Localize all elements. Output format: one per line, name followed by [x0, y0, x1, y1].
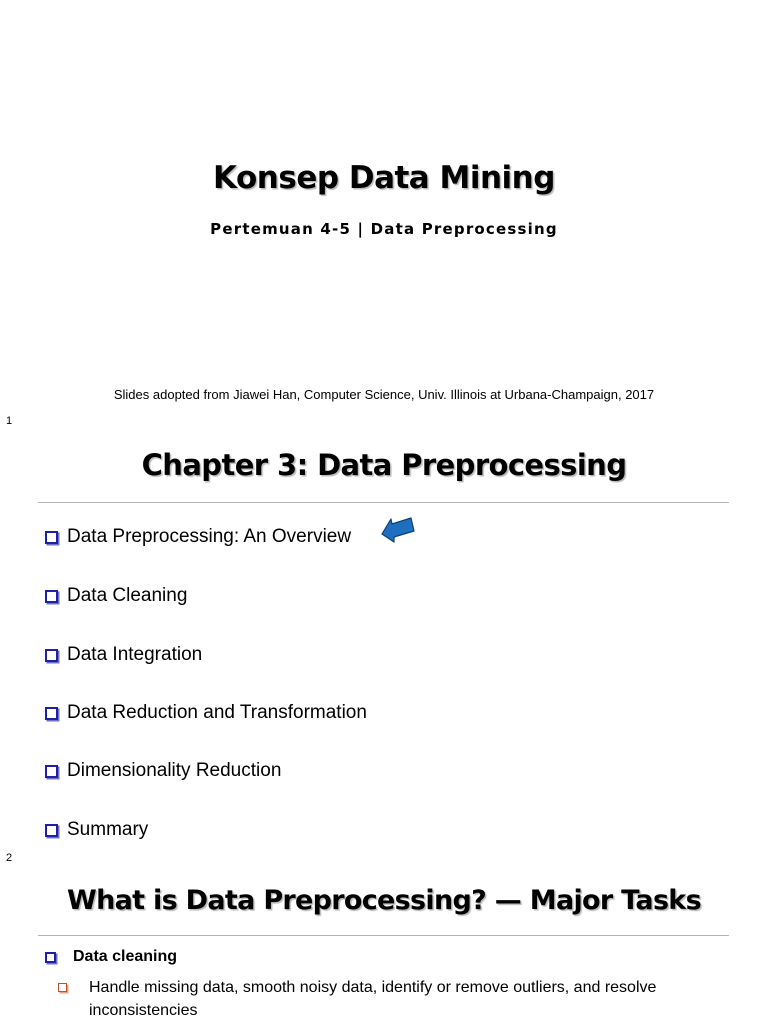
toc-item-label: Data Integration	[67, 644, 203, 665]
slide1-credit: Slides adopted from Jiawei Han, Computer Science, Univ. Illinois at Urbana-Champaign, 2017	[113, 387, 655, 402]
toc-item-label: Data Cleaning	[67, 585, 188, 606]
square-bullet-icon	[45, 590, 58, 603]
toc-item-label: Data Reduction and Transformation	[67, 702, 367, 723]
square-bullet-icon	[45, 952, 56, 963]
subtask-label: Handle missing data, smooth noisy data, identify or remove outliers, and resolve inconsistencies	[89, 979, 657, 1019]
title-divider	[38, 502, 729, 503]
slide3-title: What is Data Preprocessing? — Major Tasks	[67, 885, 701, 916]
task-label: Data cleaning	[73, 948, 178, 965]
slide1-title: Konsep Data Mining	[213, 160, 555, 196]
toc-item-cleaning	[45, 585, 187, 607]
square-sub-bullet-icon	[58, 983, 67, 992]
square-bullet-icon	[45, 649, 58, 662]
toc-item-dimensionality	[45, 760, 281, 782]
subtask-item	[58, 976, 678, 1022]
square-bullet-icon	[45, 765, 58, 778]
page-number: 1	[6, 415, 13, 427]
page-number: 2	[6, 852, 13, 864]
toc-item-label: Summary	[67, 819, 149, 840]
left-arrow-icon	[380, 512, 418, 546]
square-bullet-icon	[45, 707, 58, 720]
toc-item-overview	[45, 526, 351, 548]
title-divider	[38, 935, 729, 936]
square-bullet-icon	[45, 824, 58, 837]
toc-item-reduction	[45, 702, 367, 724]
toc-item-integration	[45, 644, 202, 666]
slide2-title: Chapter 3: Data Preprocessing	[141, 448, 627, 482]
toc-item-summary	[45, 819, 148, 841]
toc-item-label: Data Preprocessing: An Overview	[67, 526, 352, 547]
task-item-data-cleaning	[45, 948, 177, 966]
square-bullet-icon	[45, 531, 58, 544]
slide1-subtitle: Pertemuan 4-5 | Data Preprocessing	[210, 220, 558, 238]
toc-item-label: Dimensionality Reduction	[67, 760, 282, 781]
